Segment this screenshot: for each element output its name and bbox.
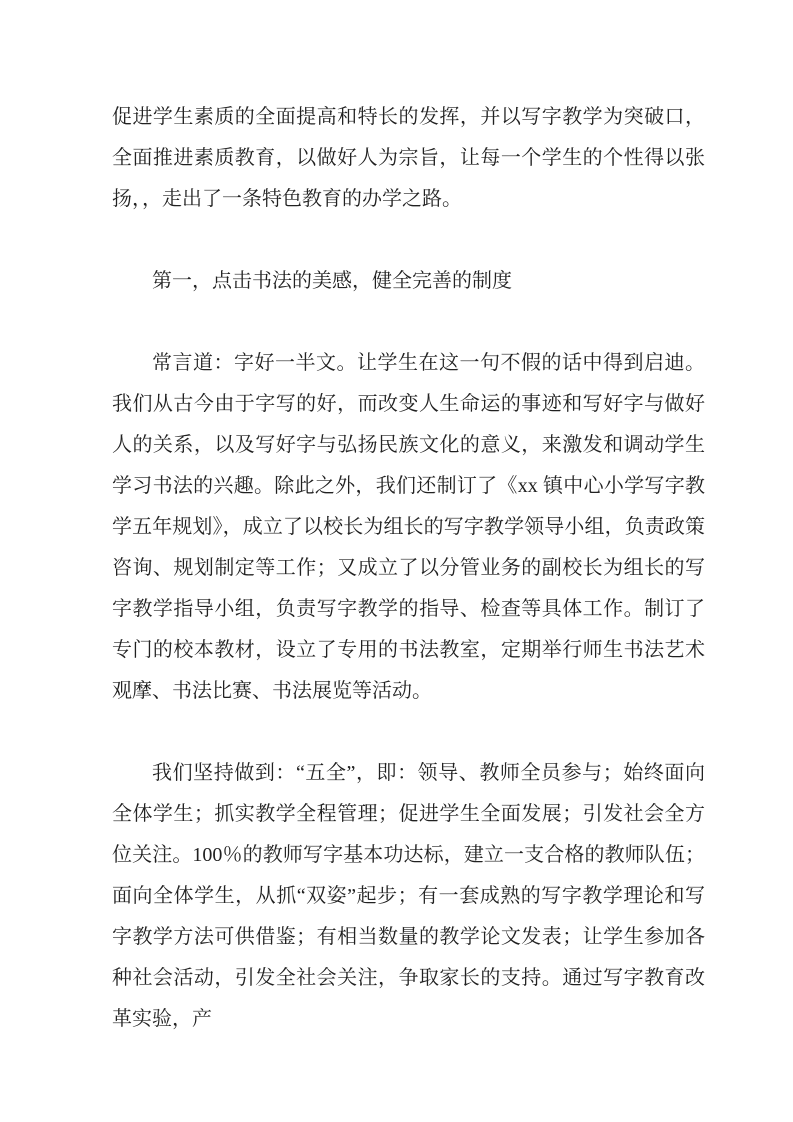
section-heading: 第一，点击书法的美感，健全完善的制度 bbox=[152, 270, 512, 292]
paragraph-continuation: 促进学生素质的全面提高和特长的发挥，并以写字教学为突破口，全面推进素质教育，以做好人为宗旨，让每一个学生的个性得以张扬，，走出了一条特色教育的办学之路。 bbox=[112, 106, 705, 210]
paragraph-body-2: 我们坚持做到：“五全”，即：领导、教师全员参与；始终面向全体学生；抓实教学全程管理；促进学生全面发展；引发社会全方位关注。100％的教师写字基本功达标，建立一支合格的教师队伍；面向全体学生，从抓“双姿”起步；有一套成熟的写字教学理论和写字教学方法可供借鉴；有相当数量的教学论文发表；让学生参加各种社会活动，引发全社会关注，争取家长的支持。通过写字教育改革实验，产 bbox=[112, 762, 705, 1030]
paragraph-body-1: 常言道：字好一半文。让学生在这一句不假的话中得到启迪。我们从古今由于字写的好，而改变人生命运的事迹和写好字与做好人的关系，以及写好字与弘扬民族文化的意义，来激发和调动学生学习书法的兴趣。除此之外，我们还制订了《xx 镇中心小学写字教学五年规划》，成立了以校长为组长的写字教学领导小组，负责政策咨询、规划制定等工作；又成立了以分管业务的副校长为组长的写字教学指导小组，负责写字教学的指导、检查等具体工作。制订了专门的校本教材，设立了专用的书法教室，定期举行师生书法艺术观摩、书法比赛、书法展览等活动。 bbox=[112, 352, 705, 702]
